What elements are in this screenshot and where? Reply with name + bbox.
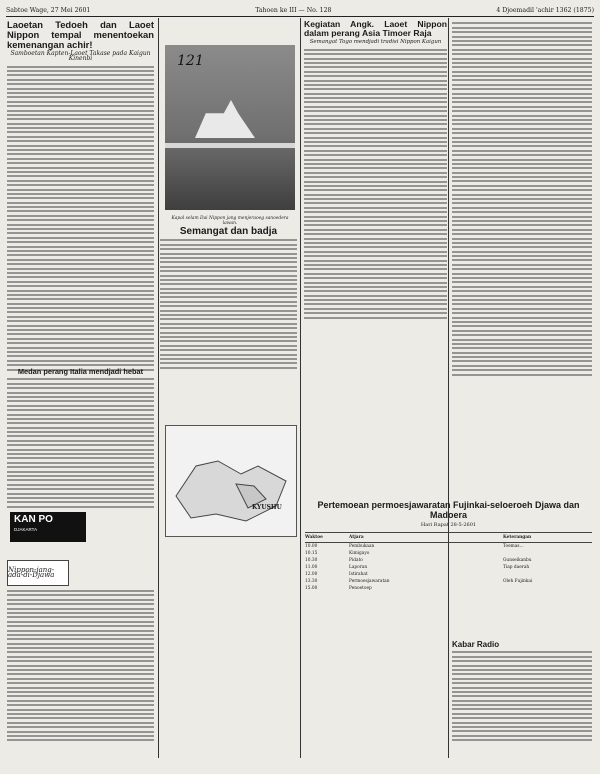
table-col-program: Atjara xyxy=(349,535,364,540)
table-body xyxy=(305,543,592,592)
right-body-text xyxy=(304,49,447,319)
left-column xyxy=(7,20,154,373)
bottom-left-article xyxy=(7,560,154,744)
table-cell: 10.15 xyxy=(305,551,318,556)
table-cell: Permoesjawaratan xyxy=(349,579,390,584)
middle-headline: Medan perang Italia mendjadi hebat xyxy=(17,368,144,376)
table-cell: 13.30 xyxy=(305,579,318,584)
table-cell: Oleh Fujinkai xyxy=(503,579,533,584)
bottom-left-body-text xyxy=(7,590,154,741)
kanpo-ad xyxy=(10,512,86,542)
table-cell: Tiap daerah xyxy=(503,565,530,570)
ad-brand: KAN PO xyxy=(14,514,53,525)
center-column xyxy=(160,226,297,371)
middle-article xyxy=(7,368,154,510)
table-cell: 10.00 xyxy=(305,544,318,549)
table-cell xyxy=(503,586,583,591)
left-body-text xyxy=(7,66,154,371)
table-cell: Pidato xyxy=(349,558,363,563)
radio-headline: Kabar Radio xyxy=(452,640,500,649)
table-row xyxy=(305,564,592,571)
announcement-subheadline: Hari Rapat 28-5-2601 xyxy=(420,522,477,528)
middle-body-text xyxy=(7,378,154,507)
masthead-hijri: 4 Djoemadil 'achir 1362 (1875) xyxy=(496,6,594,14)
japan-title-block xyxy=(7,560,69,586)
left-subheadline: Samboetan Kapten-Laoet Takase pada Kaigun Kinenbi xyxy=(10,50,151,62)
table-cell xyxy=(503,551,583,556)
table-cell xyxy=(503,572,583,577)
map-figure xyxy=(165,425,297,537)
center-body-text xyxy=(160,239,297,368)
table-cell: Pembukaan xyxy=(349,544,375,549)
right-main-column xyxy=(304,20,447,321)
table-cell: Kimigayo xyxy=(349,551,370,556)
right-subheadline: Semangat Togo mendjadi tradisi Nippon Kaigun xyxy=(309,39,442,45)
photo-caption: Kapal selam Dai Nippon jang menjeraoeg sanoedera lawan. xyxy=(171,216,289,226)
table-cell: 11.00 xyxy=(305,565,318,570)
table-cell: Gunseikanbu xyxy=(503,558,532,563)
table-cell: 15.00 xyxy=(305,586,318,591)
table-cell: Penoetoep xyxy=(349,586,372,591)
table-row xyxy=(305,557,592,564)
japan-title: Nippon-jang-ada-di-Djawa xyxy=(8,566,55,579)
radio-box xyxy=(452,640,592,744)
far-right-body-text xyxy=(452,22,592,375)
table-col-notes: Keterangan xyxy=(503,535,532,540)
table-header xyxy=(305,532,592,543)
left-headline: Laoetan Tedoeh dan Laoet Nippon tempal menentoekan kemenangan achir! xyxy=(7,20,154,50)
masthead-issue: Tahoen ke III — No. 128 xyxy=(255,6,332,14)
center-headline: Semangat dan badja xyxy=(179,226,278,237)
table-cell: 10.30 xyxy=(305,558,318,563)
table-cell: Laporan xyxy=(349,565,368,570)
masthead-date: Sabtoe Wage, 27 Mei 2601 xyxy=(6,6,91,14)
table-row xyxy=(305,585,592,592)
table-cell: 12.00 xyxy=(305,572,318,577)
submarine-photo xyxy=(165,45,295,210)
ad-subline: DJAKARTA xyxy=(14,527,38,532)
table-row xyxy=(305,571,592,578)
table-cell: Toemas... xyxy=(503,544,524,549)
photo-label: 121 xyxy=(177,53,204,69)
map-label: KYUSHU xyxy=(252,504,282,511)
table-col-time: Waktoe xyxy=(305,535,323,540)
table-row xyxy=(305,550,592,557)
announcement-section xyxy=(305,500,592,592)
right-headline: Kegiatan Angk. Laoet Nippon dalam perang Asia Timoer Raja xyxy=(304,20,447,38)
table-cell: Istirahat xyxy=(349,572,368,577)
table-row xyxy=(305,578,592,585)
far-right-column xyxy=(452,20,592,378)
radio-body-text xyxy=(452,651,592,741)
map-svg xyxy=(166,426,296,536)
masthead xyxy=(6,4,594,17)
table-row xyxy=(305,543,592,550)
announcement-headline: Pertemoean permoesjawaratan Fujinkai-seloeroeh Djawa dan Madoera xyxy=(317,500,580,520)
